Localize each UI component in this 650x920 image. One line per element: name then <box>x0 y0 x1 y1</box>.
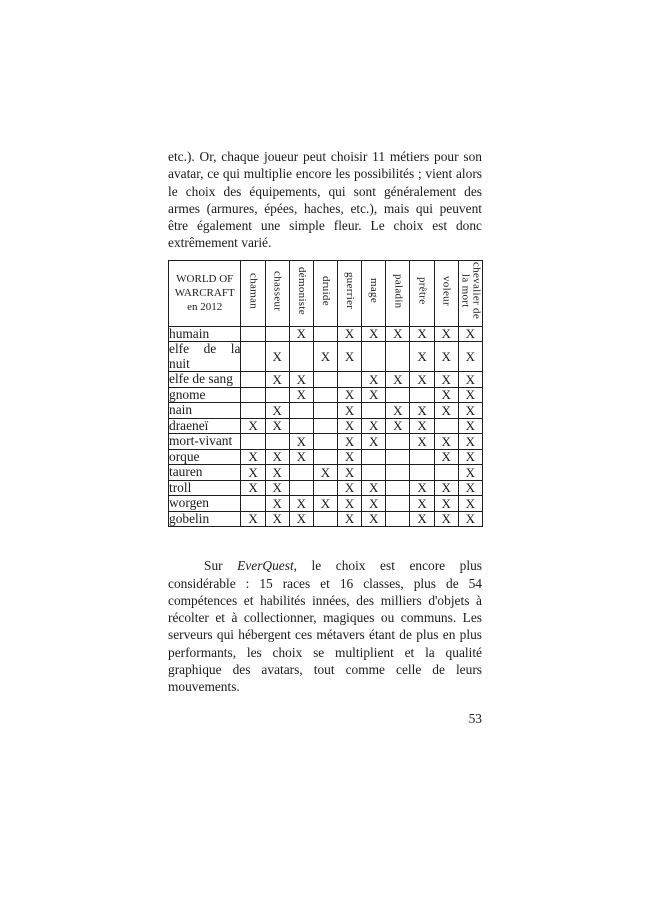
class-mark: X <box>338 418 362 434</box>
class-mark: X <box>362 496 386 512</box>
wow-classes-table <box>168 260 483 528</box>
column-header-5 <box>338 260 362 326</box>
class-mark: X <box>338 480 362 496</box>
class-mark: X <box>241 449 265 465</box>
class-mark: X <box>265 511 289 527</box>
column-header-label: druide <box>319 275 332 306</box>
column-header-1 <box>241 260 265 326</box>
table-row-humain <box>169 326 483 342</box>
class-mark: X <box>265 418 289 434</box>
class-mark: X <box>362 326 386 342</box>
class-mark: X <box>362 372 386 388</box>
class-mark-empty <box>386 387 410 403</box>
class-mark: X <box>434 387 458 403</box>
class-mark-empty <box>241 387 265 403</box>
race-label: troll <box>169 480 241 496</box>
column-header-label: chevalier de la mort <box>459 262 483 320</box>
class-mark-empty <box>410 387 434 403</box>
class-mark-empty <box>313 403 337 419</box>
class-mark: X <box>458 511 482 527</box>
class-mark: X <box>313 342 337 372</box>
class-mark: X <box>410 372 434 388</box>
class-mark-empty <box>241 434 265 450</box>
class-mark: X <box>362 418 386 434</box>
class-mark-empty <box>410 465 434 481</box>
race-label: tauren <box>169 465 241 481</box>
class-mark: X <box>289 387 313 403</box>
column-header-2 <box>265 260 289 326</box>
class-mark: X <box>434 372 458 388</box>
class-mark: X <box>338 449 362 465</box>
class-mark: X <box>313 496 337 512</box>
class-mark: X <box>241 465 265 481</box>
class-mark: X <box>434 449 458 465</box>
paragraph-everquest-prefix: Sur <box>204 558 238 574</box>
table-row-troll <box>169 480 483 496</box>
race-label: elfe de sang <box>169 372 241 388</box>
class-mark-empty <box>313 449 337 465</box>
class-mark: X <box>338 511 362 527</box>
race-label: orque <box>169 449 241 465</box>
class-mark-empty <box>289 403 313 419</box>
class-mark: X <box>458 434 482 450</box>
class-mark-empty <box>386 342 410 372</box>
table-row-nain <box>169 403 483 419</box>
class-mark: X <box>458 326 482 342</box>
table-row-tauren <box>169 465 483 481</box>
class-mark: X <box>265 496 289 512</box>
class-mark: X <box>434 326 458 342</box>
class-mark: X <box>289 449 313 465</box>
class-mark: X <box>410 342 434 372</box>
column-header-label: chasseur <box>271 270 284 311</box>
column-header-label: mage <box>368 278 381 304</box>
paragraph-everquest-rest: , le choix est encore plus considérable : 15 races et 16 classes, plus de 54 compétences et habilités innées, des milliers d'objets à récolter et à collectionner, magiques ou communs. Les serveurs qui hébergent ces métavers étant de plus en plus performants, les choix se multiplient et la qualité graphique des avatars, tout comme celle de leurs mouvements. <box>168 558 482 695</box>
table-row-draeneï <box>169 418 483 434</box>
class-mark-empty <box>241 342 265 372</box>
race-label: nain <box>169 403 241 419</box>
class-mark: X <box>289 372 313 388</box>
column-header-label: voleur <box>440 275 453 306</box>
class-mark: X <box>241 418 265 434</box>
column-header-6 <box>362 260 386 326</box>
column-header-10 <box>458 260 482 326</box>
table-row-gobelin <box>169 511 483 527</box>
class-mark: X <box>338 326 362 342</box>
class-mark: X <box>289 496 313 512</box>
column-header-label: paladin <box>392 273 405 309</box>
race-label: worgen <box>169 496 241 512</box>
column-header-label: démoniste <box>295 266 308 315</box>
class-mark: X <box>362 434 386 450</box>
class-mark-empty <box>289 418 313 434</box>
class-mark-empty <box>313 372 337 388</box>
class-mark-empty <box>313 434 337 450</box>
class-mark-empty <box>362 465 386 481</box>
class-mark-empty <box>265 326 289 342</box>
class-mark-empty <box>289 480 313 496</box>
class-mark: X <box>338 387 362 403</box>
class-mark-empty <box>410 449 434 465</box>
paragraph-everquest <box>168 557 482 695</box>
class-mark: X <box>289 434 313 450</box>
class-mark: X <box>410 434 434 450</box>
class-mark: X <box>410 403 434 419</box>
class-mark: X <box>434 511 458 527</box>
class-mark: X <box>338 434 362 450</box>
class-mark: X <box>289 511 313 527</box>
class-mark: X <box>241 480 265 496</box>
class-mark: X <box>458 372 482 388</box>
class-mark-empty <box>265 434 289 450</box>
class-mark-empty <box>241 372 265 388</box>
class-mark: X <box>410 326 434 342</box>
class-mark: X <box>458 465 482 481</box>
class-mark-empty <box>241 403 265 419</box>
page-number: 53 <box>468 711 482 726</box>
table-header-row <box>169 260 483 326</box>
column-header-label: guerrier <box>344 272 357 310</box>
table-body <box>169 326 483 527</box>
class-mark-empty <box>386 480 410 496</box>
column-header-8 <box>410 260 434 326</box>
class-mark: X <box>410 496 434 512</box>
column-header-label: prêtre <box>416 277 429 305</box>
table-row-gnome <box>169 387 483 403</box>
column-header-3 <box>289 260 313 326</box>
class-mark: X <box>265 372 289 388</box>
column-header-label: chaman <box>247 272 260 309</box>
class-mark: X <box>289 326 313 342</box>
table-row-mort-vivant <box>169 434 483 450</box>
class-mark-empty <box>386 511 410 527</box>
page-content <box>168 148 482 696</box>
class-mark: X <box>386 418 410 434</box>
class-mark-empty <box>241 496 265 512</box>
class-mark: X <box>410 480 434 496</box>
class-mark-empty <box>313 480 337 496</box>
class-mark-empty <box>313 387 337 403</box>
class-mark: X <box>265 403 289 419</box>
class-mark-empty <box>386 496 410 512</box>
class-mark: X <box>434 342 458 372</box>
class-mark: X <box>458 387 482 403</box>
class-mark-empty <box>386 434 410 450</box>
class-mark: X <box>265 465 289 481</box>
class-mark: X <box>265 449 289 465</box>
class-mark: X <box>386 326 410 342</box>
class-mark: X <box>338 403 362 419</box>
class-mark-empty <box>386 449 410 465</box>
table-row-elfe-de-la-nuit <box>169 342 483 372</box>
paragraph-intro: etc.). Or, chaque joueur peut choisir 11 métiers pour son avatar, ce qui multiplie encore les possibilités ; vient alors le choix des équipements, qui sont généralement des armes (armures, épées, haches, etc.), mais qui peuvent être également une simple fleur. Le choix est donc extrêmement varié. <box>168 149 482 251</box>
class-mark-empty <box>313 326 337 342</box>
class-mark-empty <box>265 387 289 403</box>
class-mark: X <box>265 342 289 372</box>
class-mark-empty <box>434 465 458 481</box>
class-mark: X <box>458 449 482 465</box>
class-mark: X <box>241 511 265 527</box>
class-mark: X <box>313 465 337 481</box>
class-mark-empty <box>362 342 386 372</box>
class-mark: X <box>386 403 410 419</box>
class-mark: X <box>410 511 434 527</box>
class-mark: X <box>458 480 482 496</box>
class-mark-empty <box>289 342 313 372</box>
race-label: gnome <box>169 387 241 403</box>
class-mark: X <box>338 465 362 481</box>
class-mark: X <box>362 387 386 403</box>
class-mark: X <box>458 418 482 434</box>
race-label: humain <box>169 326 241 342</box>
class-mark: X <box>458 342 482 372</box>
class-mark-empty <box>338 372 362 388</box>
class-mark: X <box>434 434 458 450</box>
class-mark: X <box>386 372 410 388</box>
class-mark: X <box>434 403 458 419</box>
class-mark: X <box>458 496 482 512</box>
table-row-elfe-de-sang <box>169 372 483 388</box>
class-mark: X <box>338 496 362 512</box>
race-label: draeneï <box>169 418 241 434</box>
column-header-9 <box>434 260 458 326</box>
column-header-4 <box>313 260 337 326</box>
class-mark-empty <box>289 465 313 481</box>
table-corner-header: WORLD OF WARCRAFT en 2012 <box>169 260 241 326</box>
everquest-title: EverQuest <box>237 558 294 574</box>
class-mark: X <box>362 480 386 496</box>
column-header-7 <box>386 260 410 326</box>
class-mark-empty <box>313 418 337 434</box>
race-label: elfe de la nuit <box>169 341 241 371</box>
class-mark: X <box>265 480 289 496</box>
class-mark: X <box>458 403 482 419</box>
class-mark: X <box>362 511 386 527</box>
race-label: mort-vivant <box>169 434 241 450</box>
class-mark: X <box>410 418 434 434</box>
table-row-worgen <box>169 496 483 512</box>
class-mark: X <box>434 496 458 512</box>
class-mark: X <box>434 480 458 496</box>
class-mark-empty <box>362 403 386 419</box>
class-mark-empty <box>434 418 458 434</box>
table-row-orque <box>169 449 483 465</box>
class-mark-empty <box>313 511 337 527</box>
class-mark: X <box>338 342 362 372</box>
class-mark-empty <box>362 449 386 465</box>
race-label: gobelin <box>169 511 241 527</box>
class-mark-empty <box>386 465 410 481</box>
class-mark-empty <box>241 326 265 342</box>
